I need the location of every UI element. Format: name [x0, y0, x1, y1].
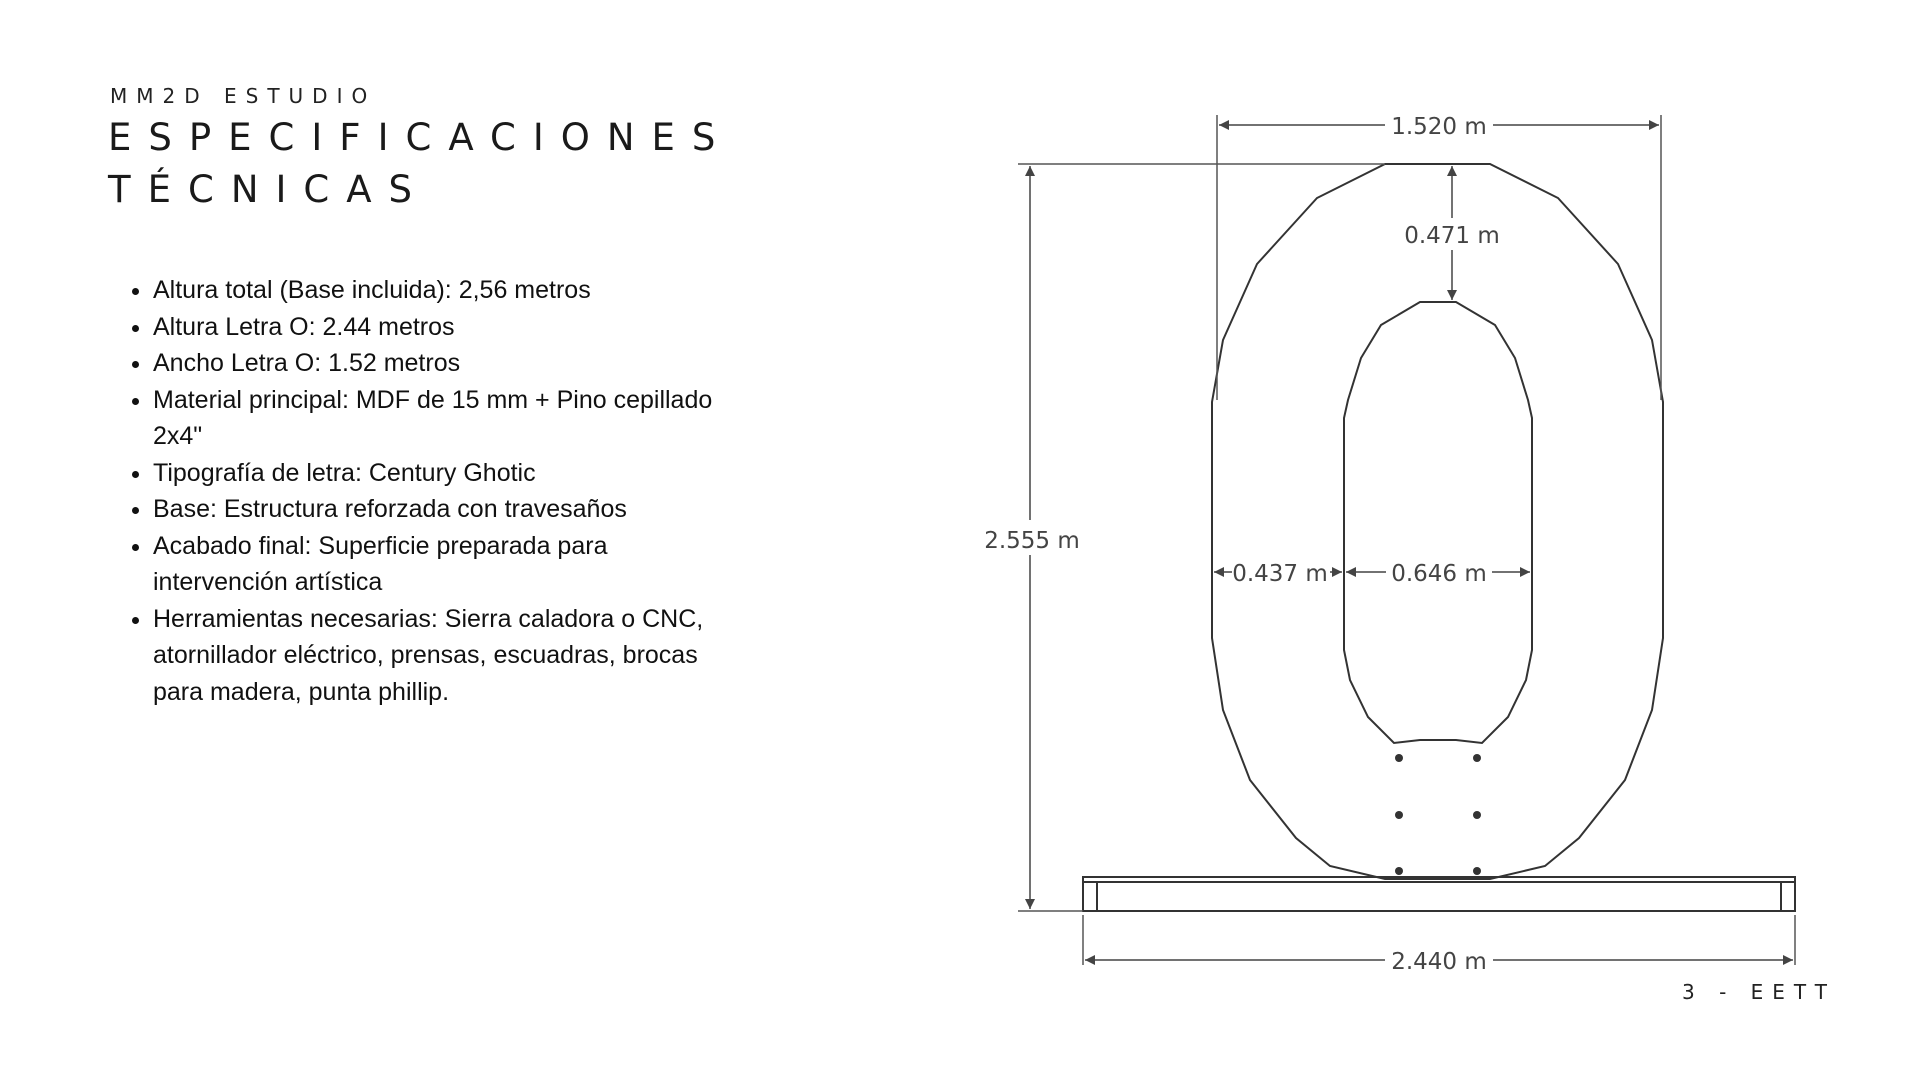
- spec-item: • Altura Letra O: 2.44 metros: [153, 309, 723, 346]
- dimension-top-width: [1219, 114, 1659, 140]
- base-board: [1083, 877, 1795, 911]
- page-number: 3 - EETT: [1681, 980, 1836, 1004]
- spec-item: • Base: Estructura reforzada con travesaños: [153, 491, 723, 528]
- spec-item: • Tipografía de letra: Century Ghotic: [153, 455, 723, 492]
- spec-item: • Herramientas necesarias: Sierra caladora o CNC, atornillador eléctrico, prensas, escuadras, brocas para madera, punta phillip.: [153, 601, 723, 711]
- dimension-total-height: [984, 166, 1080, 909]
- dimension-side-thickness: [1214, 561, 1342, 587]
- letter-o-inner: [1344, 302, 1532, 743]
- letter-o-outer: [1212, 164, 1663, 879]
- dim-label-total-height: 2.555 m: [984, 528, 1080, 554]
- dimension-base-width: [1085, 949, 1793, 975]
- dim-label-top-width: 1.520 m: [1391, 114, 1487, 140]
- spec-item: • Ancho Letra O: 1.52 metros: [153, 345, 723, 382]
- studio-name: MM2D ESTUDIO: [110, 84, 377, 108]
- dim-label-base-width: 2.440 m: [1391, 949, 1487, 975]
- screw-holes: [1395, 754, 1481, 875]
- dimension-top-thickness: [1404, 166, 1500, 300]
- spec-item: • Acabado final: Superficie preparada para intervención artística: [153, 528, 723, 601]
- dim-label-top-thickness: 0.471 m: [1404, 223, 1500, 249]
- dimension-inner-width: [1346, 561, 1530, 587]
- dim-label-inner-width: 0.646 m: [1391, 561, 1487, 587]
- title-line-1: ESPECIFICACIONES: [108, 116, 733, 159]
- title-line-2: TÉCNICAS: [108, 168, 430, 211]
- dim-label-side-thickness: 0.437 m: [1232, 561, 1328, 587]
- spec-item: • Material principal: MDF de 15 mm + Pino cepillado 2x4": [153, 382, 723, 455]
- spec-item: • Altura total (Base incluida): 2,56 metros: [153, 272, 723, 309]
